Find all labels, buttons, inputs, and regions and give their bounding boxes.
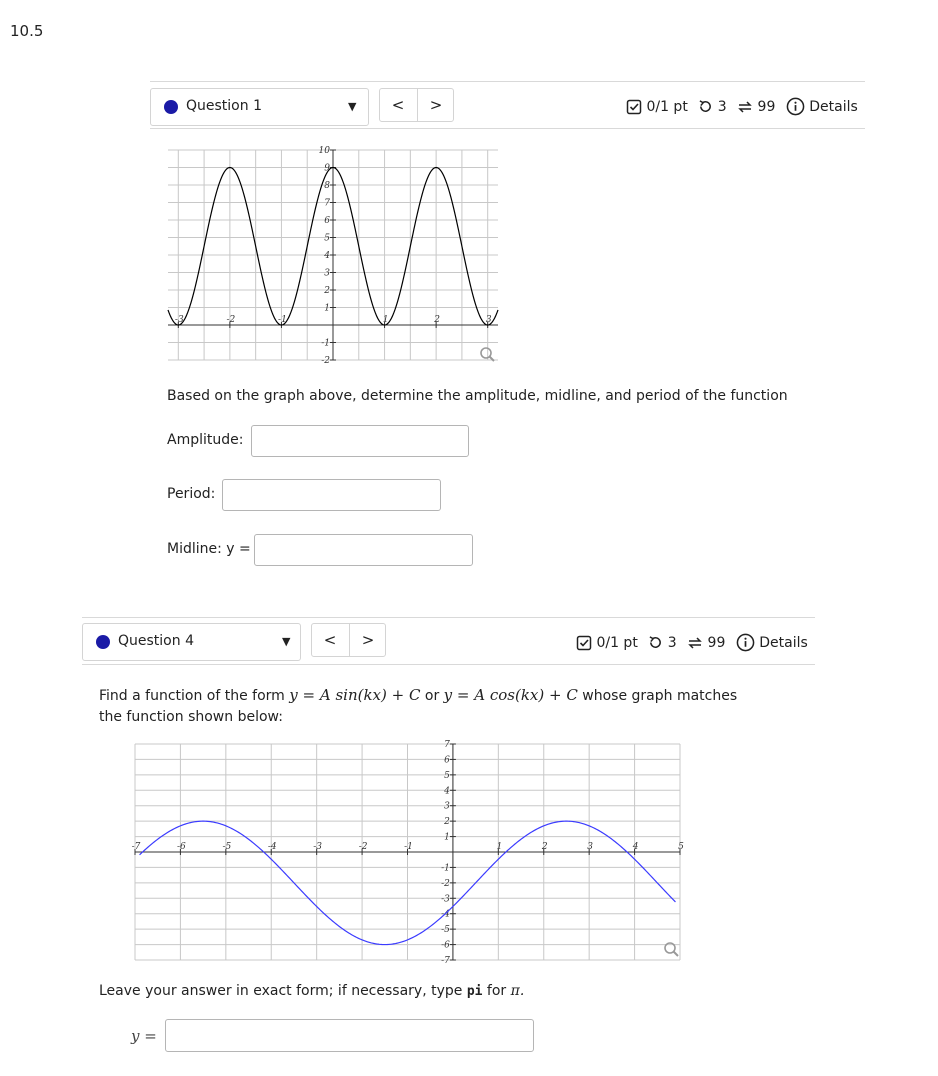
attempts-icon <box>737 99 753 115</box>
x-tick-label: -3 <box>174 315 184 325</box>
question-4-header-divider <box>82 664 815 665</box>
question-1-status <box>626 97 858 116</box>
y-tick-label: 2 <box>324 286 330 296</box>
y-tick-label: 8 <box>324 181 330 191</box>
y-tick-label: -1 <box>321 338 330 349</box>
x-tick-label: 2 <box>541 842 548 852</box>
question-1-prompt: Based on the graph above, determine the amplitude, midline, and period of the function <box>167 388 788 404</box>
y-tick-label: 5 <box>324 233 330 244</box>
question-1-graph <box>160 140 510 375</box>
y-tick-label: -5 <box>441 925 450 936</box>
amplitude-label: Amplitude: <box>167 432 244 448</box>
y-tick-label: 7 <box>444 740 450 750</box>
answer-input[interactable] <box>165 1019 534 1052</box>
x-tick-label: -6 <box>177 842 186 852</box>
x-tick-label: 3 <box>587 842 594 852</box>
x-tick-label: -3 <box>313 842 323 852</box>
question-status-dot <box>164 100 178 114</box>
x-tick-label: 1 <box>382 315 389 325</box>
instruction-text: Leave your answer in exact form; if necessary, type <box>99 983 467 999</box>
previous-question-button[interactable]: < <box>391 96 405 114</box>
x-tick-label: -7 <box>131 842 141 852</box>
y-tick-label: 6 <box>324 216 330 226</box>
x-tick-label: -1 <box>278 315 287 325</box>
x-tick-label: -2 <box>226 315 236 325</box>
info-icon[interactable] <box>736 633 755 652</box>
midline-label: Midline: y = <box>167 541 251 557</box>
next-question-button[interactable]: > <box>429 96 443 114</box>
retry-icon <box>698 99 713 115</box>
cosine-form: y = A cos(kx) + C <box>443 686 578 704</box>
dropdown-caret-icon: ▼ <box>348 100 357 113</box>
y-tick-label: 4 <box>324 251 330 261</box>
score-text: 0/1 pt <box>596 634 638 651</box>
y-tick-label: 3 <box>324 268 330 279</box>
period-label: Period: <box>167 486 216 502</box>
y-tick-label: 7 <box>324 198 330 209</box>
x-tick-label: 3 <box>485 315 492 325</box>
prompt-or: or <box>420 688 444 704</box>
y-tick-label: -1 <box>441 863 450 874</box>
question-4-instruction <box>99 983 524 999</box>
question-4-graph <box>120 740 690 965</box>
question-4-status <box>576 633 808 652</box>
question-1-nav <box>379 88 454 122</box>
x-tick-label: -5 <box>222 842 232 852</box>
x-tick-label: 1 <box>496 842 503 852</box>
y-tick-label: 1 <box>444 832 450 843</box>
retry-icon <box>648 635 663 651</box>
answer-label: y = <box>131 1027 157 1045</box>
instruction-text-for: for <box>482 983 511 999</box>
x-tick-label: -1 <box>404 842 413 852</box>
y-tick-label: 3 <box>444 801 450 812</box>
y-tick-label: -4 <box>441 909 450 920</box>
attempts-count: 99 <box>707 634 726 651</box>
details-link[interactable]: Details <box>809 98 858 115</box>
x-tick-label: -2 <box>358 842 368 852</box>
question-1-label: Question 1 <box>186 98 262 114</box>
amplitude-input[interactable] <box>251 425 469 457</box>
x-tick-label: 5 <box>678 842 684 852</box>
y-tick-label: 1 <box>324 303 330 314</box>
sine-form: y = A sin(kx) + C <box>289 686 421 704</box>
question-1-top-divider <box>150 81 865 82</box>
checkbox-score-icon <box>576 635 592 651</box>
question-1-header-divider <box>150 128 865 129</box>
next-question-button[interactable]: > <box>361 631 375 649</box>
question-4-label: Question 4 <box>118 633 194 649</box>
prompt-line-2: the function shown below: <box>99 709 283 725</box>
question-4-selector[interactable] <box>82 623 301 661</box>
score-text: 0/1 pt <box>646 98 688 115</box>
midline-input[interactable] <box>254 534 473 566</box>
checkbox-score-icon <box>626 99 642 115</box>
y-tick-label: -2 <box>321 356 330 366</box>
y-tick-label: 9 <box>324 163 330 174</box>
page-title: 10.5 <box>10 22 44 40</box>
period-input[interactable] <box>222 479 441 511</box>
y-tick-label: -6 <box>441 940 450 951</box>
question-4-top-divider <box>82 617 815 618</box>
prompt-text: Find a function of the form <box>99 688 290 704</box>
retries-count: 3 <box>717 98 727 115</box>
details-link[interactable]: Details <box>759 634 808 651</box>
pi-symbol: π. <box>510 983 525 999</box>
info-icon[interactable] <box>786 97 805 116</box>
y-tick-label: -3 <box>441 894 450 905</box>
question-status-dot <box>96 635 110 649</box>
x-tick-label: 4 <box>632 842 639 852</box>
question-4-nav <box>311 623 386 657</box>
y-tick-label: 10 <box>318 146 330 156</box>
x-tick-label: -4 <box>267 842 277 852</box>
x-tick-label: 2 <box>434 315 440 325</box>
dropdown-caret-icon: ▼ <box>282 635 291 648</box>
y-tick-label: 4 <box>444 786 450 797</box>
retries-count: 3 <box>667 634 677 651</box>
previous-question-button[interactable]: < <box>323 631 337 649</box>
y-tick-label: 2 <box>444 817 450 828</box>
attempts-icon <box>687 635 703 651</box>
prompt-text-end: whose graph matches <box>577 688 738 704</box>
y-tick-label: -2 <box>441 878 450 889</box>
attempts-count: 99 <box>757 98 776 115</box>
y-tick-label: 5 <box>444 770 450 781</box>
y-tick-label: 6 <box>444 755 450 766</box>
pi-code: pi <box>466 984 483 999</box>
question-1-selector[interactable] <box>150 88 369 126</box>
y-tick-label: -7 <box>441 956 450 965</box>
question-4-prompt <box>99 685 799 728</box>
